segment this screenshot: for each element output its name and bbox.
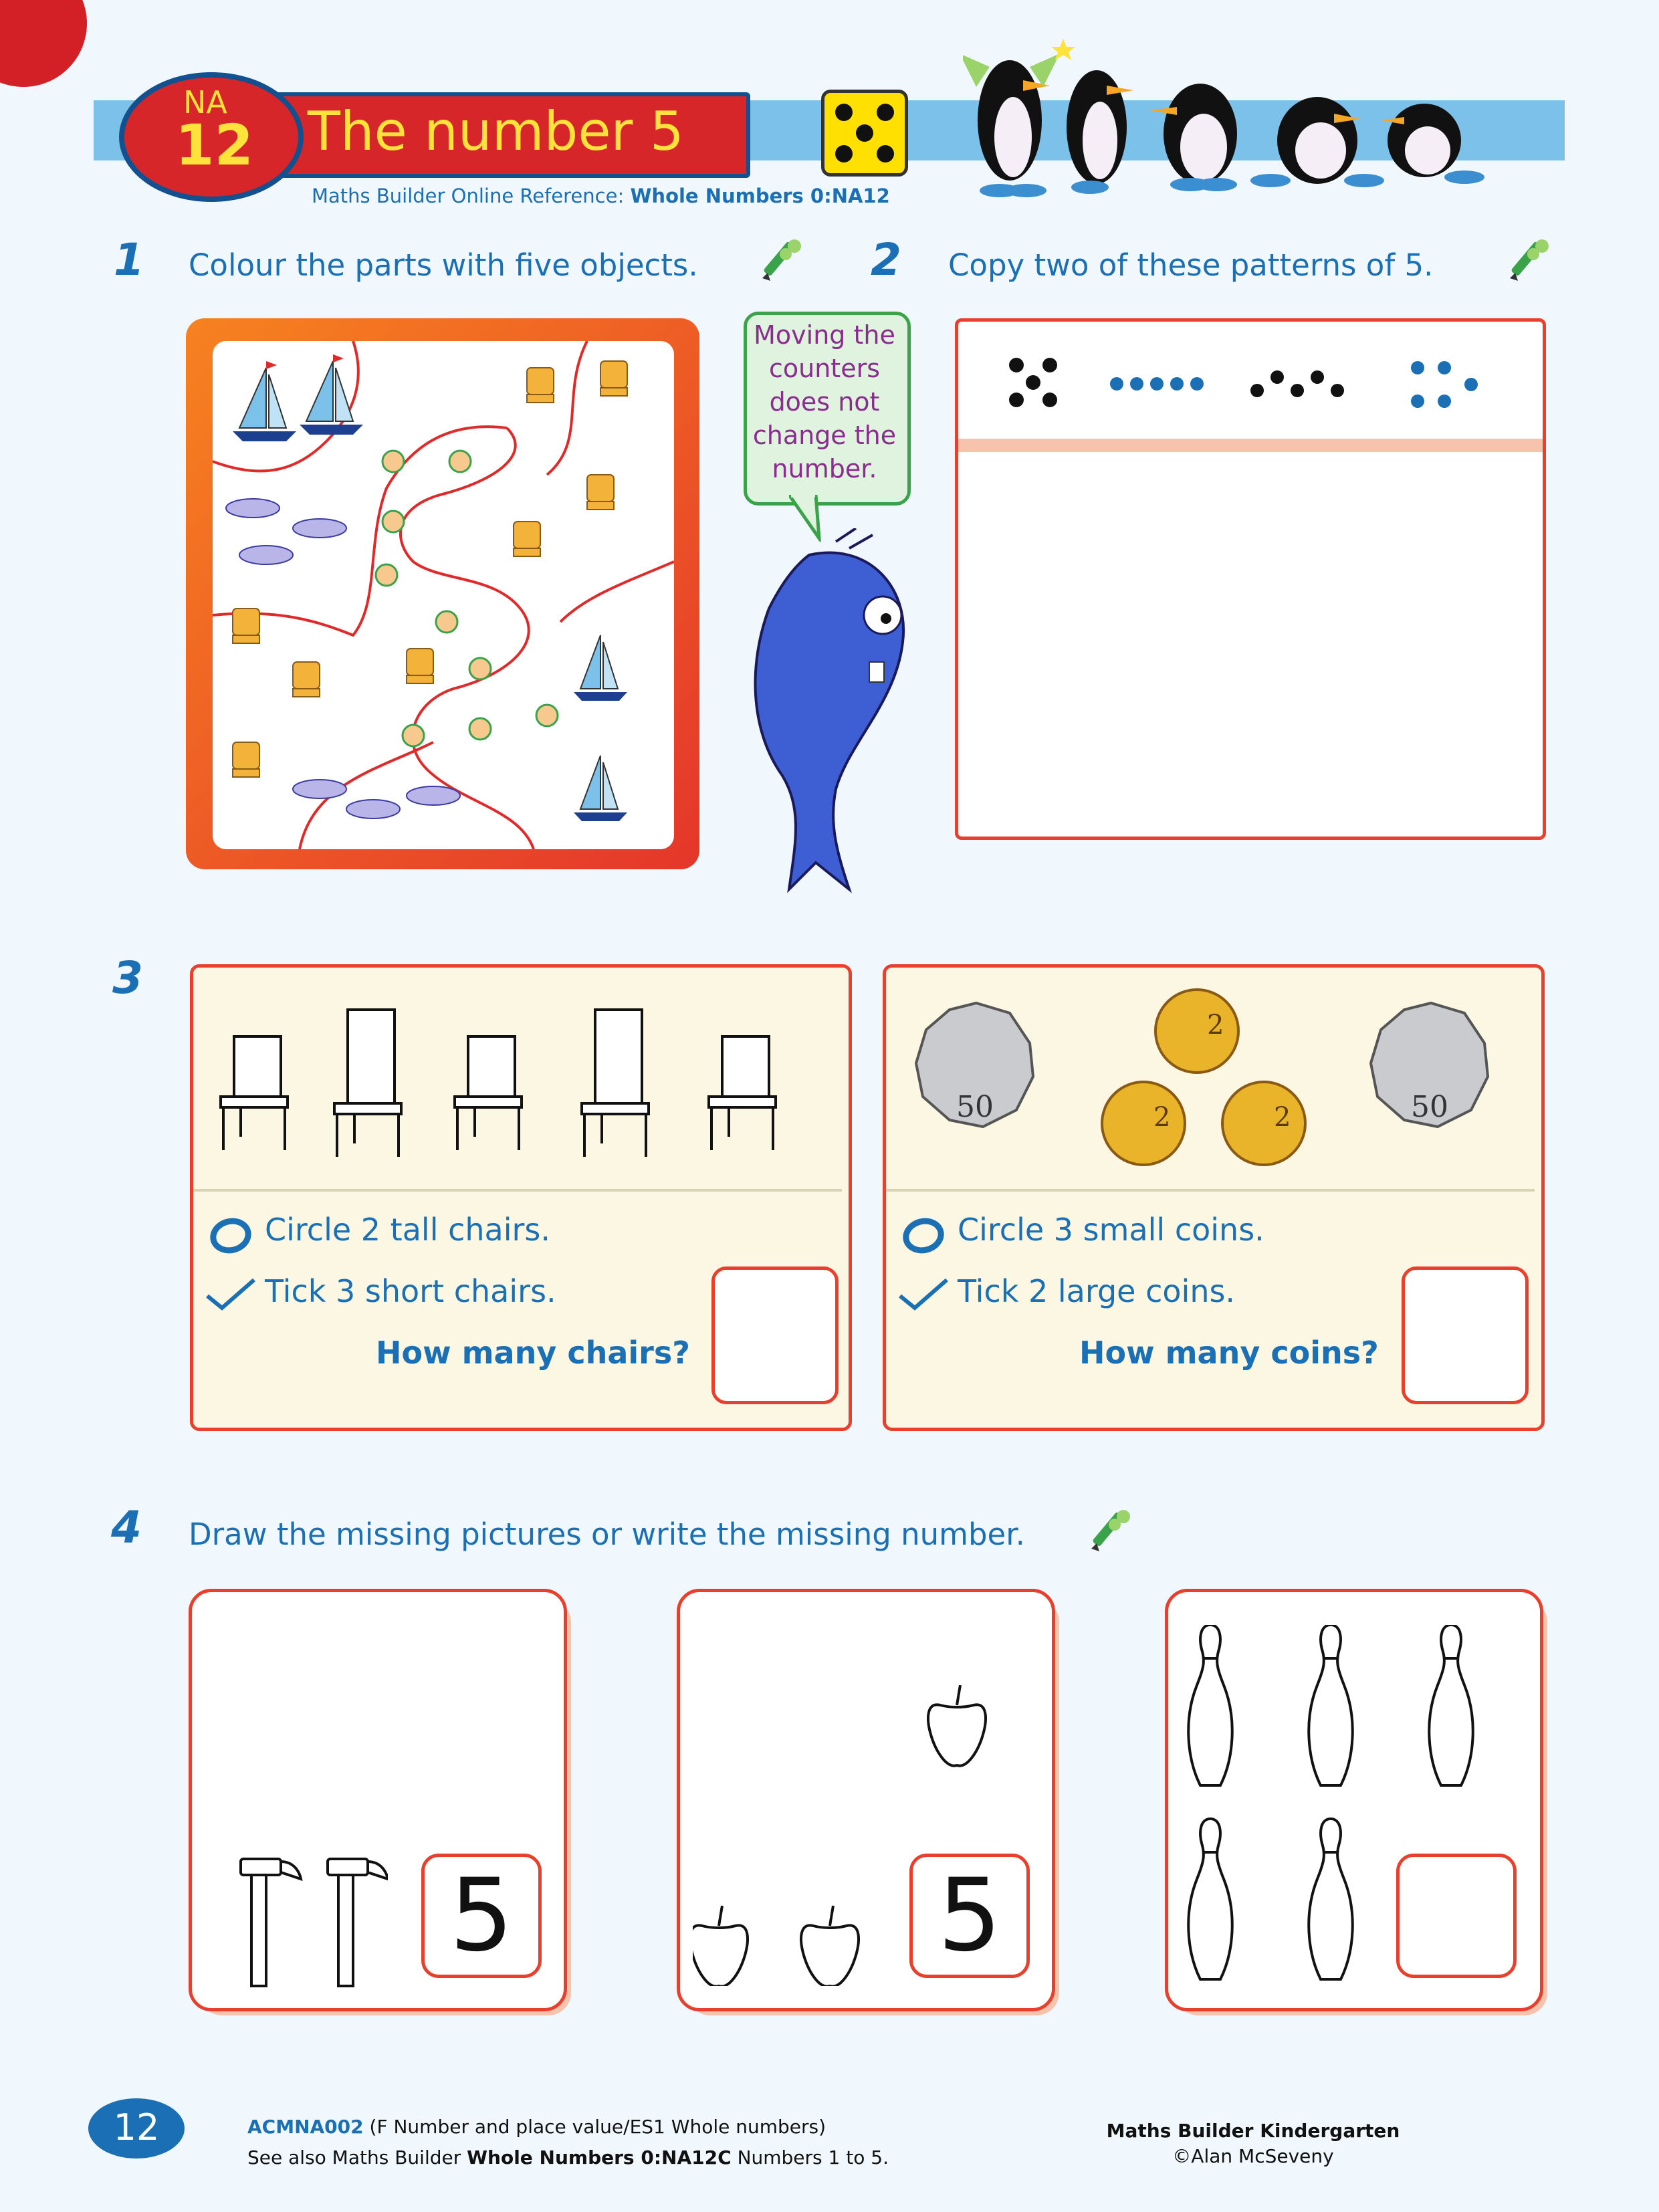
coins-tick-instruction: Tick 2 large coins.	[958, 1273, 1236, 1309]
copyright: ©Alan McSeveny	[1172, 2145, 1334, 2167]
hammers-number-box	[421, 1854, 542, 1978]
boat-icon	[574, 756, 627, 821]
apple-icon	[693, 1906, 748, 1986]
fish-character-illustration	[736, 528, 923, 903]
colour-puzzle-regions[interactable]	[213, 341, 674, 849]
skittle-icon	[1188, 1819, 1232, 1979]
speech-bubble-text: Moving the counters does not change the number.	[752, 320, 897, 483]
question-4-text: Draw the missing pictures or write the missing number.	[189, 1517, 1025, 1552]
boat-icon	[300, 354, 363, 435]
see-also-reference: Whole Numbers 0:NA12C	[467, 2146, 732, 2169]
tall-chair-icon	[582, 1010, 649, 1157]
boat-icon	[574, 635, 627, 701]
coins-answer-box[interactable]	[1402, 1266, 1529, 1404]
large-coin-icon	[916, 1003, 1033, 1127]
short-chair-icon	[709, 1036, 776, 1150]
apple-icon	[801, 1906, 859, 1986]
apples-number: 5	[937, 1858, 1002, 1974]
corner-decoration	[0, 0, 87, 87]
skittle-icon	[1429, 1625, 1472, 1785]
large-coin-label: 50	[956, 1090, 994, 1124]
question-1-number: 1	[114, 234, 144, 286]
page-title: The number 5	[308, 100, 684, 162]
online-reference	[312, 185, 890, 207]
book-title: Maths Builder Kindergarten	[1106, 2120, 1400, 2142]
skittle-icon	[1309, 1819, 1352, 1979]
pencil-caterpillar-icon	[754, 234, 808, 288]
reference-label: Maths Builder Online Reference:	[312, 185, 625, 207]
question-4-number: 4	[111, 1502, 142, 1553]
chairs-question: How many chairs?	[376, 1335, 690, 1371]
large-coin-icon	[1371, 1003, 1488, 1127]
question-1-text: Colour the parts with five objects.	[189, 247, 698, 283]
penguins-illustration	[963, 27, 1491, 201]
small-coin-label: 2	[1207, 1010, 1224, 1040]
coins-illustration	[903, 976, 1518, 1177]
hammer-icon	[241, 1859, 301, 1986]
pencil-caterpillar-icon	[1502, 234, 1555, 288]
page-number: 12	[113, 2106, 160, 2148]
curriculum-line	[247, 2116, 826, 2138]
boat-icon	[233, 361, 296, 441]
curriculum-code: ACMNA002	[247, 2116, 364, 2138]
small-coin-label: 2	[1153, 1102, 1171, 1133]
question-2-text: Copy two of these patterns of 5.	[948, 247, 1434, 283]
skittles-number-box[interactable]	[1396, 1854, 1517, 1978]
see-also-prefix: See also Maths Builder	[247, 2146, 461, 2169]
chairs-answer-box[interactable]	[711, 1266, 839, 1404]
group-pattern	[1411, 361, 1478, 408]
zigzag-pattern	[1250, 370, 1344, 397]
short-chair-icon	[455, 1036, 522, 1150]
pattern-divider	[958, 439, 1543, 452]
small-coin-label: 2	[1274, 1102, 1291, 1133]
coins-circle-instruction: Circle 3 small coins.	[958, 1212, 1264, 1248]
lesson-code-number: 12	[175, 112, 253, 178]
tick-symbol-icon	[897, 1277, 950, 1311]
dice-five-icon	[821, 90, 908, 177]
dot-patterns	[990, 348, 1511, 421]
lesson-code-prefix: NA	[183, 84, 227, 120]
short-chair-icon	[221, 1036, 288, 1150]
see-also-suffix: Numbers 1 to 5.	[737, 2146, 889, 2169]
hammers-illustration	[227, 1852, 388, 1993]
small-coin-icon	[1102, 1082, 1185, 1165]
large-coin-label: 50	[1411, 1090, 1448, 1124]
chairs-circle-instruction: Circle 2 tall chairs.	[265, 1212, 551, 1248]
question-2-number: 2	[871, 234, 901, 286]
coins-question: How many coins?	[1079, 1335, 1379, 1371]
chairs-illustration	[214, 996, 802, 1164]
curriculum-description: (F Number and place value/ES1 Whole numbers)	[369, 2116, 826, 2138]
pencil-caterpillar-icon	[1083, 1505, 1137, 1558]
apple-icon	[928, 1685, 986, 1766]
small-coin-icon	[1222, 1082, 1305, 1165]
skittle-icon	[1309, 1625, 1352, 1785]
tick-symbol-icon	[205, 1277, 257, 1311]
question-3-number: 3	[112, 952, 143, 1004]
hammers-number: 5	[449, 1858, 514, 1974]
small-coin-icon	[1155, 990, 1238, 1073]
skittle-icon	[1188, 1625, 1232, 1785]
apples-number-box	[909, 1854, 1030, 1978]
chairs-tick-instruction: Tick 3 short chairs.	[265, 1273, 556, 1309]
reference-value: Whole Numbers 0:NA12	[630, 185, 890, 207]
hammer-icon	[328, 1859, 388, 1986]
line-pattern	[1110, 377, 1204, 391]
dice-pattern	[1009, 358, 1057, 407]
tall-chair-icon	[334, 1010, 401, 1157]
see-also-line	[247, 2146, 889, 2169]
